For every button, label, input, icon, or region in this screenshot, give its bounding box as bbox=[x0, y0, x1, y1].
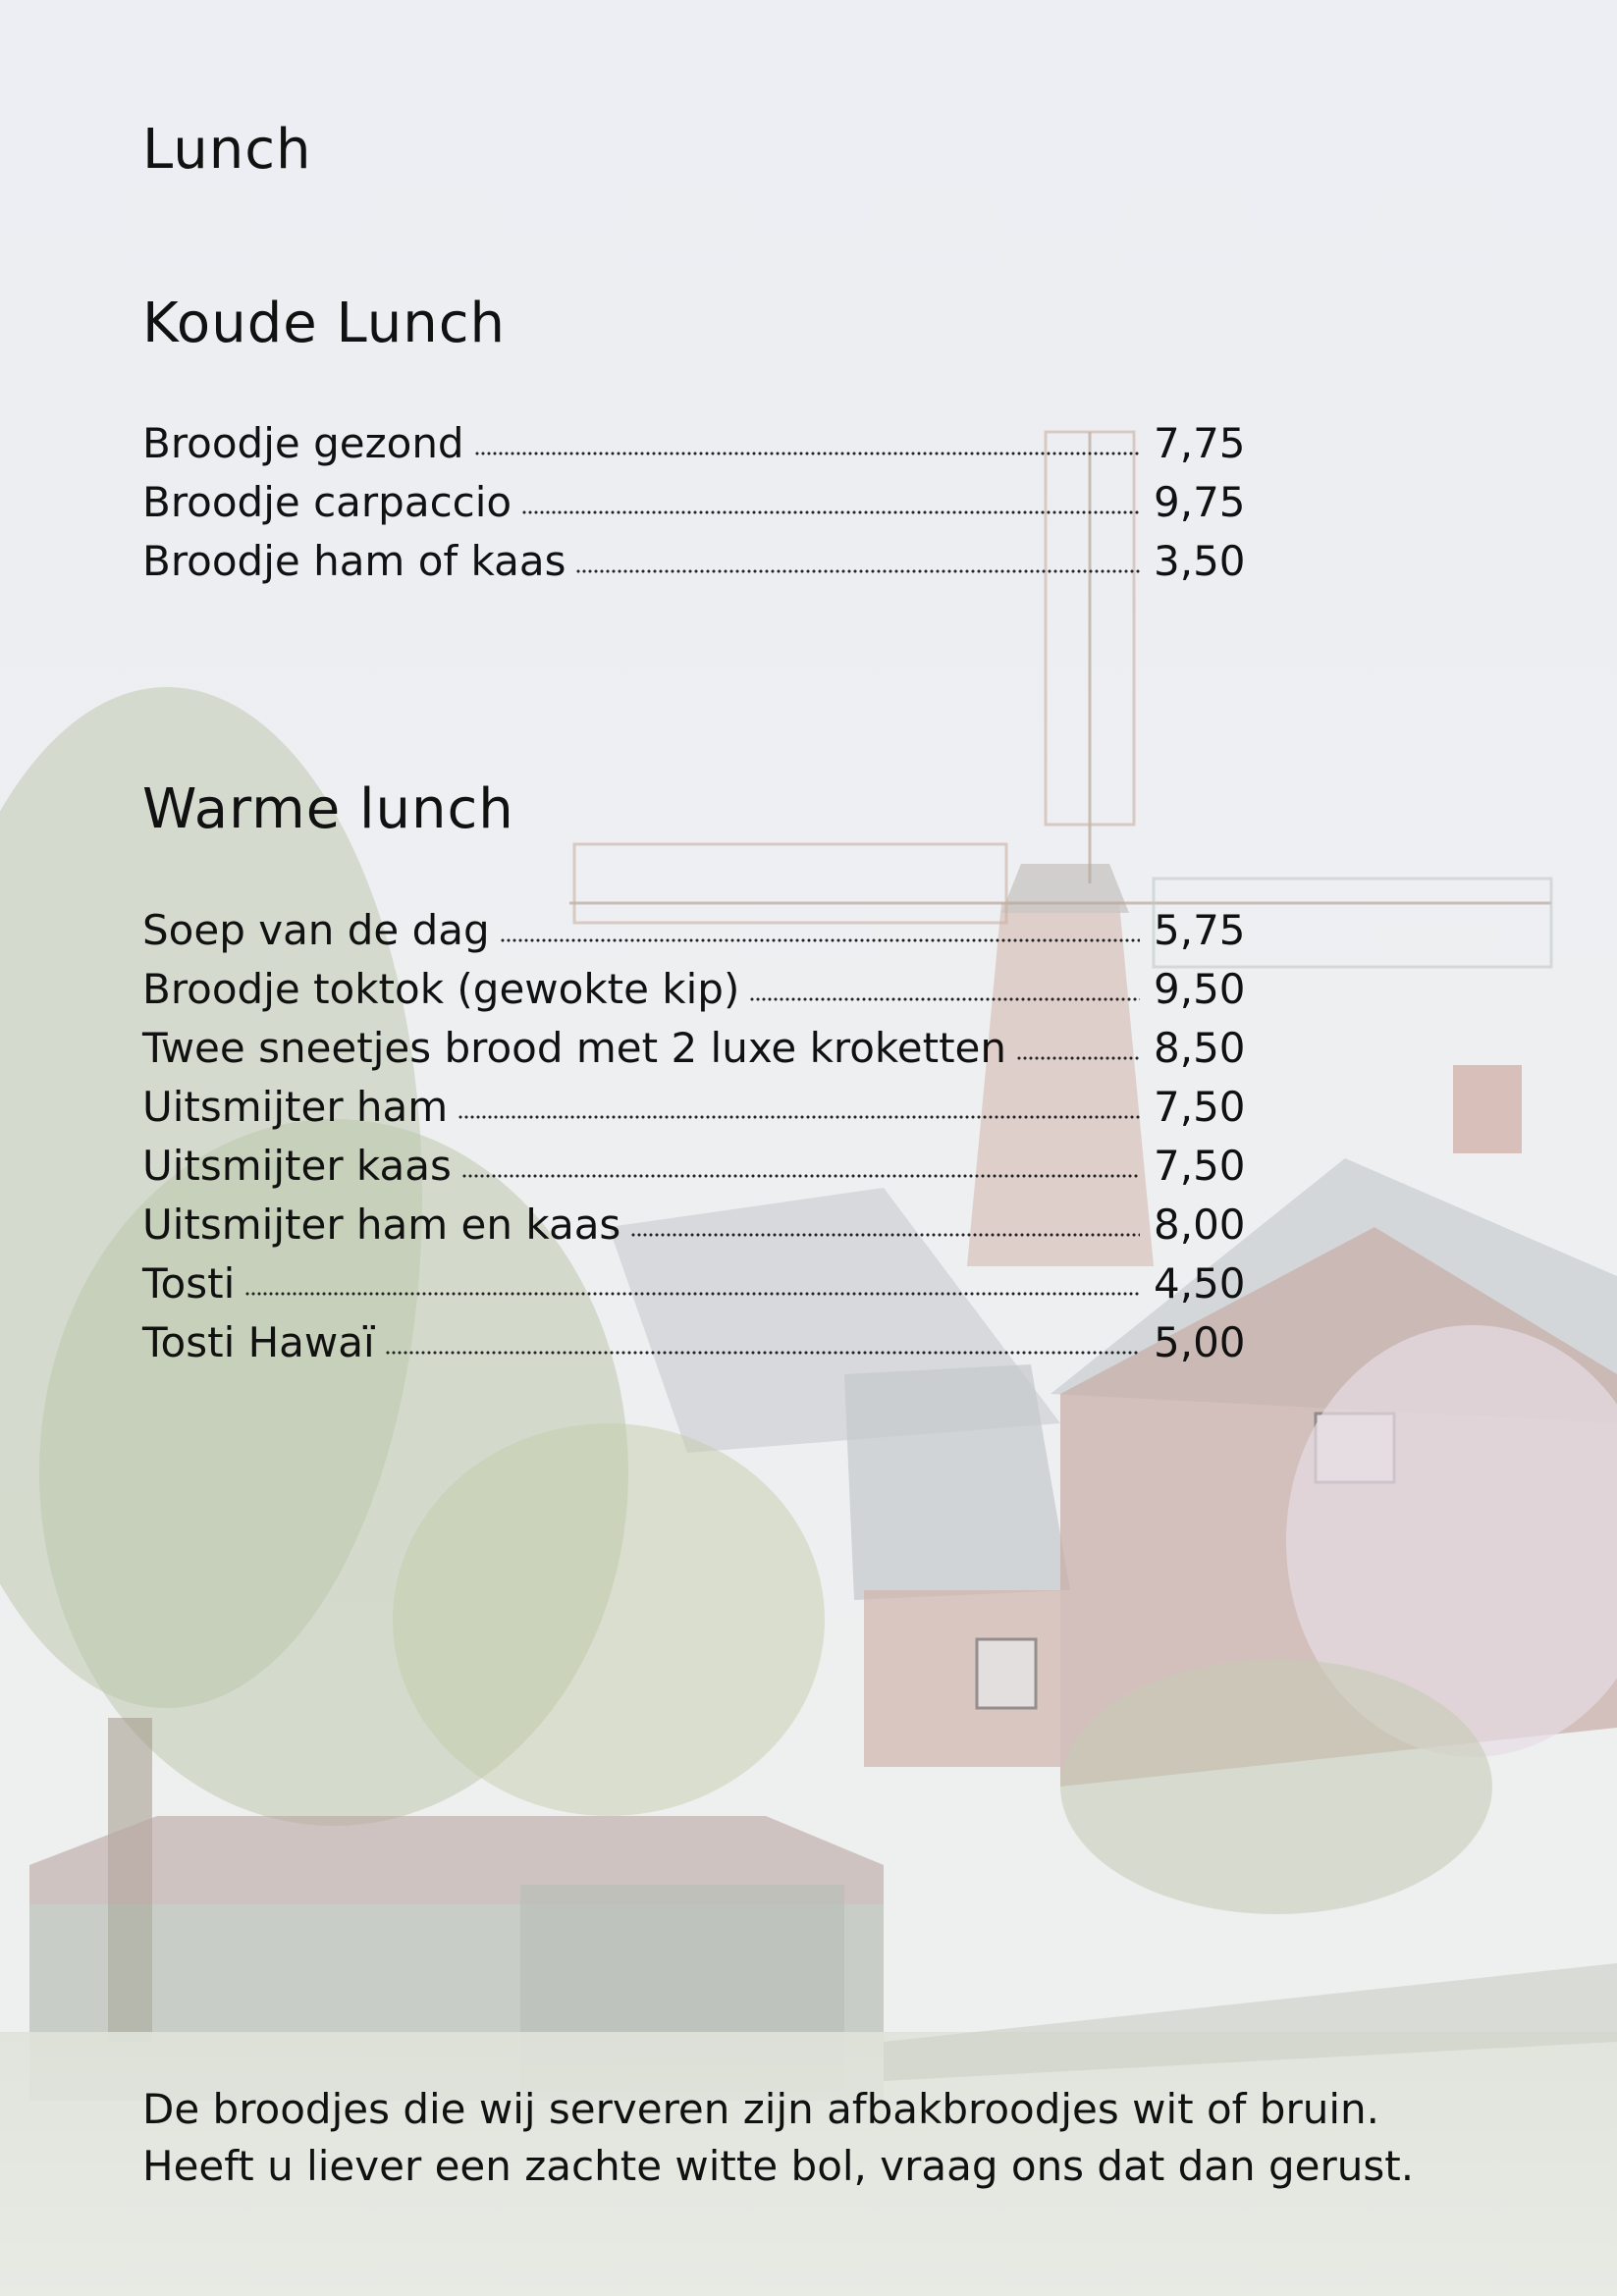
bread-note-line-1: De broodjes die wij serveren zijn afbakbroodjes wit of bruin. bbox=[142, 2085, 1379, 2133]
dot-leader bbox=[244, 1292, 1140, 1296]
menu-item-name: Tosti bbox=[142, 1259, 236, 1308]
menu-item bbox=[142, 532, 1271, 591]
menu-item-price: 9,50 bbox=[1154, 965, 1246, 1013]
menu-item-name: Soep van de dag bbox=[142, 906, 490, 954]
menu-item bbox=[142, 1196, 1271, 1255]
menu-item-price: 5,75 bbox=[1154, 906, 1246, 954]
menu-item bbox=[142, 1137, 1271, 1196]
dot-leader bbox=[630, 1233, 1140, 1237]
menu-item-price: 5,00 bbox=[1154, 1318, 1246, 1366]
menu-item-price: 8,00 bbox=[1154, 1201, 1246, 1249]
dot-leader bbox=[749, 997, 1140, 1001]
dot-leader bbox=[474, 452, 1140, 455]
menu-item bbox=[142, 901, 1271, 960]
menu-item bbox=[142, 473, 1271, 532]
menu-item-name: Broodje gezond bbox=[142, 419, 464, 467]
menu-item-price: 3,50 bbox=[1154, 537, 1246, 585]
dot-leader bbox=[458, 1115, 1140, 1119]
menu-item-name: Uitsmijter ham en kaas bbox=[142, 1201, 621, 1249]
bread-note bbox=[142, 2081, 1536, 2195]
menu-item-price: 4,50 bbox=[1154, 1259, 1246, 1308]
section-title-koude-lunch: Koude Lunch bbox=[142, 292, 506, 355]
menu-item-name: Tosti Hawaï bbox=[142, 1318, 375, 1366]
menu-item bbox=[142, 1078, 1271, 1137]
koude-lunch-list bbox=[142, 414, 1271, 591]
dot-leader bbox=[521, 510, 1140, 514]
bread-note-line-2: Heeft u liever een zachte witte bol, vraag ons dat dan gerust. bbox=[142, 2142, 1415, 2190]
menu-item-name: Twee sneetjes brood met 2 luxe kroketten bbox=[142, 1024, 1006, 1072]
menu-item-price: 8,50 bbox=[1154, 1024, 1246, 1072]
dot-leader bbox=[1016, 1056, 1140, 1060]
dot-leader bbox=[461, 1174, 1140, 1178]
dot-leader bbox=[500, 938, 1140, 942]
menu-item-name: Broodje ham of kaas bbox=[142, 537, 566, 585]
menu-item-name: Uitsmijter ham bbox=[142, 1083, 449, 1131]
menu-item bbox=[142, 960, 1271, 1019]
menu-item-price: 9,75 bbox=[1154, 478, 1246, 526]
menu-item bbox=[142, 1313, 1271, 1372]
menu-item-name: Uitsmijter kaas bbox=[142, 1142, 452, 1190]
menu-item-price: 7,50 bbox=[1154, 1142, 1246, 1190]
dot-leader bbox=[385, 1351, 1140, 1355]
section-title-warme-lunch: Warme lunch bbox=[142, 777, 514, 841]
menu-item bbox=[142, 414, 1271, 473]
menu-item bbox=[142, 1255, 1271, 1313]
menu-item-name: Broodje carpaccio bbox=[142, 478, 512, 526]
menu-item-price: 7,50 bbox=[1154, 1083, 1246, 1131]
menu-item-name: Broodje toktok (gewokte kip) bbox=[142, 965, 740, 1013]
menu-item-price: 7,75 bbox=[1154, 419, 1246, 467]
menu-item bbox=[142, 1019, 1271, 1078]
dot-leader bbox=[575, 569, 1140, 573]
warme-lunch-list bbox=[142, 901, 1271, 1372]
page-title: Lunch bbox=[142, 118, 312, 182]
